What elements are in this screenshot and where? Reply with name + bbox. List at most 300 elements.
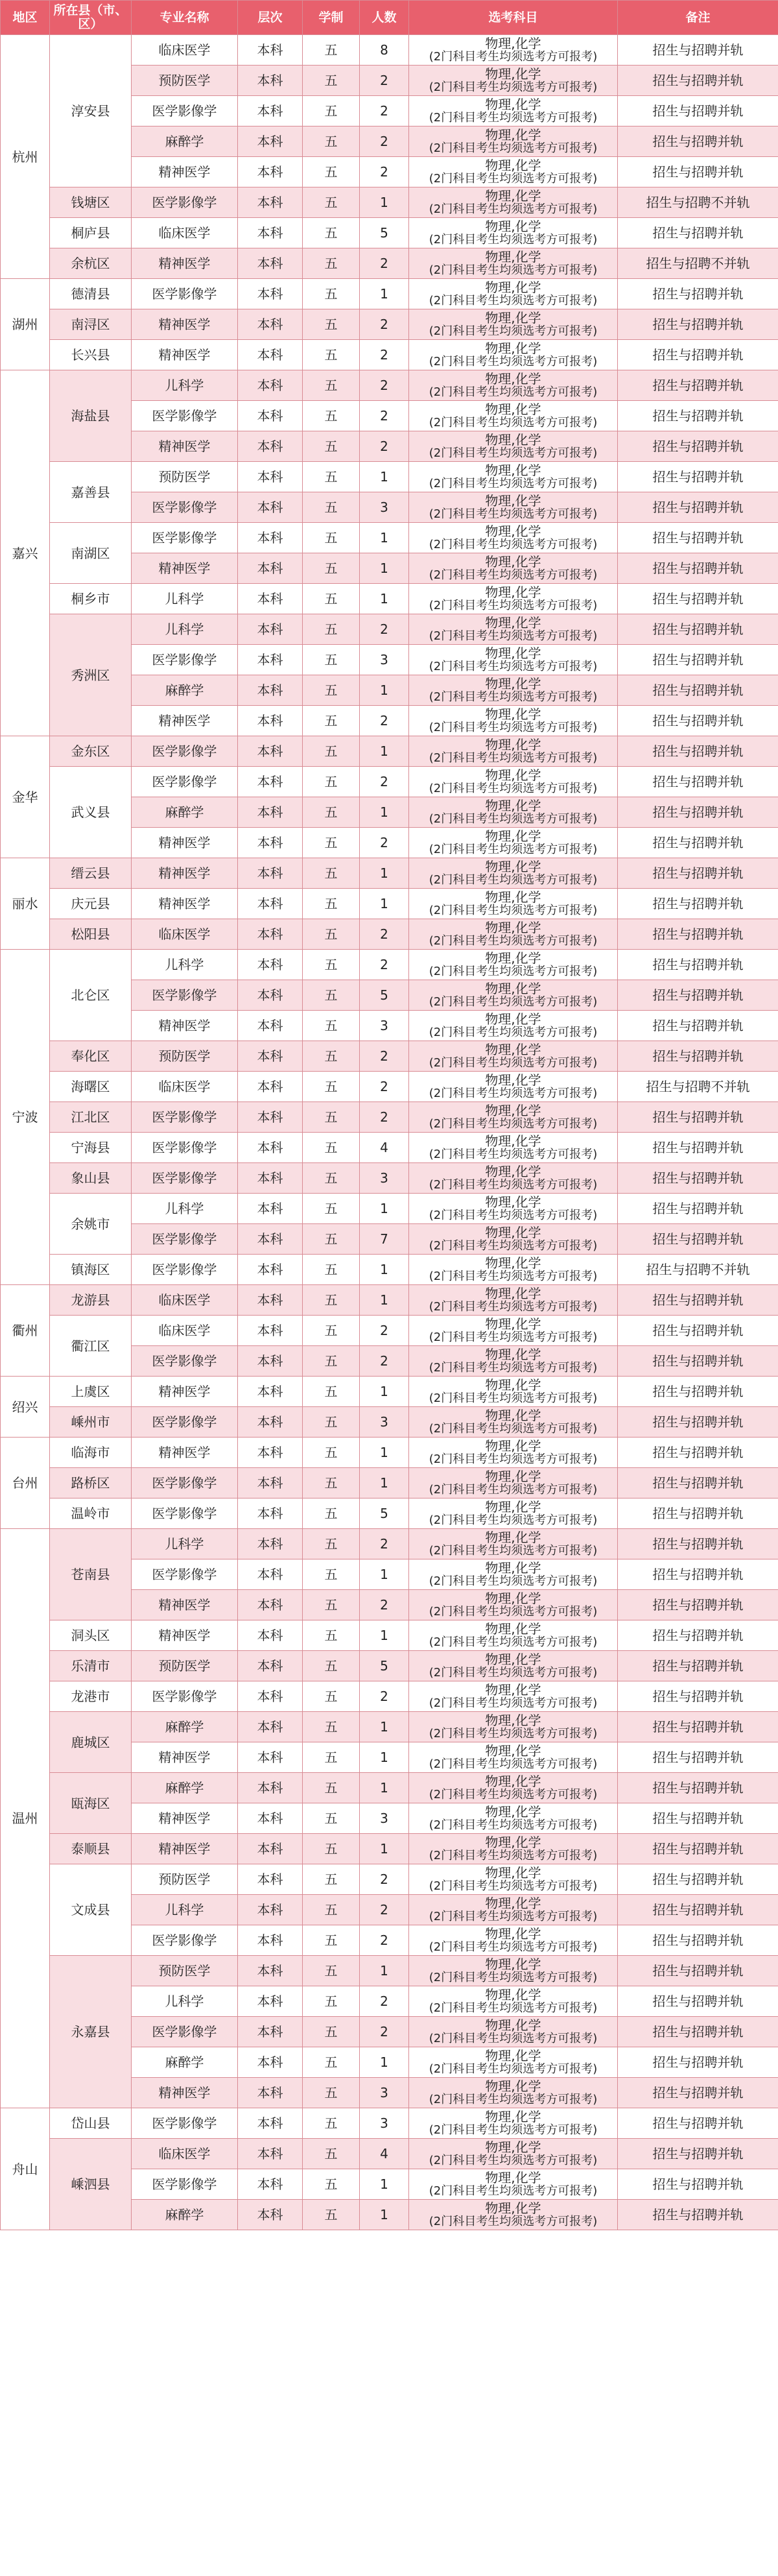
subjects-line-main: 物理,化学 <box>485 1286 541 1302</box>
level-cell: 本科 <box>238 767 303 797</box>
major-cell: 医学影像学 <box>132 1163 238 1194</box>
level-cell: 本科 <box>238 2139 303 2169</box>
count-cell: 1 <box>360 1468 409 1499</box>
remark-cell: 招生与招聘并轨 <box>618 431 778 462</box>
major-cell: 临床医学 <box>132 1072 238 1102</box>
county-cell: 秀洲区 <box>50 614 132 736</box>
duration-cell: 五 <box>303 1956 360 1986</box>
county-cell: 金东区 <box>50 736 132 767</box>
level-cell: 本科 <box>238 187 303 218</box>
subjects-line-note: (2门科目考生均须选考方可报考) <box>429 873 598 887</box>
remark-cell: 招生与招聘并轨 <box>618 1499 778 1529</box>
remark-cell: 招生与招聘并轨 <box>618 1773 778 1803</box>
remark-cell: 招生与招聘并轨 <box>618 492 778 523</box>
county-cell: 余姚市 <box>50 1194 132 1255</box>
subjects-line-note: (2门科目考生均须选考方可报考) <box>429 1270 598 1284</box>
subjects-line-main: 物理,化学 <box>485 1103 541 1119</box>
duration-cell: 五 <box>303 1803 360 1834</box>
subjects-line-main: 物理,化学 <box>485 1987 541 2003</box>
table-row <box>1 309 778 340</box>
table-row <box>1 1834 778 1864</box>
count-cell: 2 <box>360 1346 409 1377</box>
subjects-line-main: 物理,化学 <box>485 1682 541 1698</box>
remark-cell: 招生与招聘并轨 <box>618 1925 778 1956</box>
subjects-line-main: 物理,化学 <box>485 1652 541 1668</box>
subjects-cell <box>409 1194 618 1224</box>
major-cell: 预防医学 <box>132 1864 238 1895</box>
subjects-line-note: (2门科目考生均须选考方可报考) <box>429 1757 598 1772</box>
remark-cell: 招生与招聘并轨 <box>618 2047 778 2078</box>
table-row <box>1 1194 778 1224</box>
subjects-cell <box>409 675 618 706</box>
duration-cell: 五 <box>303 279 360 309</box>
level-cell: 本科 <box>238 1041 303 1072</box>
subjects-line-note: (2门科目考生均须选考方可报考) <box>429 50 598 64</box>
duration-cell: 五 <box>303 1742 360 1773</box>
subjects-line-note: (2门科目考生均须选考方可报考) <box>429 2154 598 2168</box>
county-cell: 镇海区 <box>50 1255 132 1285</box>
level-cell: 本科 <box>238 2047 303 2078</box>
count-cell: 2 <box>360 828 409 858</box>
remark-cell: 招生与招聘并轨 <box>618 2139 778 2169</box>
count-cell: 2 <box>360 1041 409 1072</box>
major-cell: 医学影像学 <box>132 1559 238 1590</box>
subjects-line-note: (2门科目考生均须选考方可报考) <box>429 172 598 186</box>
subjects-line-main: 物理,化学 <box>485 249 541 265</box>
duration-cell: 五 <box>303 1377 360 1407</box>
remark-cell: 招生与招聘并轨 <box>618 858 778 889</box>
table-row <box>1 767 778 797</box>
level-cell: 本科 <box>238 1925 303 1956</box>
region-cell: 台州 <box>1 1438 50 1529</box>
subjects-line-note: (2门科目考生均须选考方可报考) <box>429 233 598 247</box>
major-cell: 麻醉学 <box>132 2200 238 2230</box>
major-cell: 精神医学 <box>132 340 238 370</box>
level-cell: 本科 <box>238 1346 303 1377</box>
level-cell: 本科 <box>238 1133 303 1163</box>
duration-cell: 五 <box>303 797 360 828</box>
duration-cell: 五 <box>303 1346 360 1377</box>
remark-cell: 招生与招聘并轨 <box>618 66 778 96</box>
remark-cell: 招生与招聘并轨 <box>618 1346 778 1377</box>
major-cell: 精神医学 <box>132 1742 238 1773</box>
subjects-cell <box>409 248 618 279</box>
subjects-line-note: (2门科目考生均须选考方可报考) <box>429 1330 598 1345</box>
count-cell: 2 <box>360 1864 409 1895</box>
subjects-line-note: (2门科目考生均须选考方可报考) <box>429 294 598 308</box>
subjects-cell <box>409 1559 618 1590</box>
count-cell: 7 <box>360 1224 409 1255</box>
subjects-line-main: 物理,化学 <box>485 341 541 357</box>
count-cell: 2 <box>360 1681 409 1712</box>
subjects-cell <box>409 1956 618 1986</box>
major-cell: 医学影像学 <box>132 492 238 523</box>
header-duration: 学制 <box>303 1 360 35</box>
county-cell: 余杭区 <box>50 248 132 279</box>
remark-cell: 招生与招聘并轨 <box>618 1834 778 1864</box>
subjects-line-note: (2门科目考生均须选考方可报考) <box>429 1818 598 1833</box>
subjects-cell <box>409 218 618 248</box>
major-cell: 医学影像学 <box>132 1102 238 1133</box>
remark-cell: 招生与招聘并轨 <box>618 1742 778 1773</box>
subjects-line-note: (2门科目考生均须选考方可报考) <box>429 2001 598 2016</box>
remark-cell: 招生与招聘并轨 <box>618 1803 778 1834</box>
major-cell: 麻醉学 <box>132 797 238 828</box>
duration-cell: 五 <box>303 980 360 1011</box>
count-cell: 2 <box>360 1925 409 1956</box>
duration-cell: 五 <box>303 187 360 218</box>
count-cell: 1 <box>360 1377 409 1407</box>
duration-cell: 五 <box>303 2200 360 2230</box>
level-cell: 本科 <box>238 1559 303 1590</box>
duration-cell: 五 <box>303 523 360 553</box>
remark-cell: 招生与招聘并轨 <box>618 1681 778 1712</box>
subjects-line-note: (2门科目考生均须选考方可报考) <box>429 1544 598 1558</box>
duration-cell: 五 <box>303 950 360 980</box>
subjects-line-note: (2门科目考生均须选考方可报考) <box>429 1788 598 1802</box>
duration-cell: 五 <box>303 584 360 614</box>
subjects-line-main: 物理,化学 <box>485 645 541 662</box>
count-cell: 2 <box>360 401 409 431</box>
subjects-line-main: 物理,化学 <box>485 1072 541 1089</box>
subjects-cell <box>409 2017 618 2047</box>
subjects-line-main: 物理,化学 <box>485 767 541 784</box>
count-cell: 1 <box>360 1712 409 1742</box>
subjects-line-main: 物理,化学 <box>485 889 541 906</box>
remark-cell: 招生与招聘并轨 <box>618 553 778 584</box>
level-cell: 本科 <box>238 1895 303 1925</box>
subjects-line-main: 物理,化学 <box>485 1560 541 1576</box>
remark-cell: 招生与招聘并轨 <box>618 919 778 950</box>
major-cell: 精神医学 <box>132 1803 238 1834</box>
count-cell: 1 <box>360 797 409 828</box>
subjects-cell <box>409 553 618 584</box>
remark-cell: 招生与招聘并轨 <box>618 2078 778 2108</box>
subjects-line-note: (2门科目考生均须选考方可报考) <box>429 1696 598 1711</box>
subjects-cell <box>409 1041 618 1072</box>
level-cell: 本科 <box>238 736 303 767</box>
subjects-line-main: 物理,化学 <box>485 493 541 509</box>
subjects-line-note: (2门科目考生均须选考方可报考) <box>429 324 598 339</box>
count-cell: 3 <box>360 1803 409 1834</box>
county-cell: 武义县 <box>50 767 132 858</box>
count-cell: 5 <box>360 218 409 248</box>
subjects-line-main: 物理,化学 <box>485 463 541 479</box>
count-cell: 5 <box>360 980 409 1011</box>
remark-cell: 招生与招聘并轨 <box>618 35 778 66</box>
duration-cell: 五 <box>303 1712 360 1742</box>
remark-cell: 招生与招聘并轨 <box>618 2108 778 2139</box>
subjects-cell <box>409 1011 618 1041</box>
major-cell: 麻醉学 <box>132 2047 238 2078</box>
level-cell: 本科 <box>238 66 303 96</box>
header-level: 层次 <box>238 1 303 35</box>
subjects-cell <box>409 2108 618 2139</box>
subjects-line-note: (2门科目考生均须选考方可报考) <box>429 1056 598 1070</box>
count-cell: 2 <box>360 1590 409 1620</box>
major-cell: 预防医学 <box>132 66 238 96</box>
subjects-line-main: 物理,化学 <box>485 432 541 448</box>
major-cell: 医学影像学 <box>132 1224 238 1255</box>
subjects-line-note: (2门科目考生均须选考方可报考) <box>429 1391 598 1406</box>
subjects-line-main: 物理,化学 <box>485 981 541 997</box>
level-cell: 本科 <box>238 96 303 126</box>
major-cell: 儿科学 <box>132 584 238 614</box>
subjects-line-main: 物理,化学 <box>485 2139 541 2156</box>
count-cell: 1 <box>360 1559 409 1590</box>
subjects-line-note: (2门科目考生均须选考方可报考) <box>429 2123 598 2137</box>
duration-cell: 五 <box>303 1834 360 1864</box>
major-cell: 医学影像学 <box>132 279 238 309</box>
subjects-cell <box>409 1468 618 1499</box>
table-row <box>1 858 778 889</box>
remark-cell: 招生与招聘并轨 <box>618 1224 778 1255</box>
remark-cell: 招生与招聘并轨 <box>618 828 778 858</box>
remark-cell: 招生与招聘并轨 <box>618 370 778 401</box>
table-row <box>1 2139 778 2169</box>
duration-cell: 五 <box>303 553 360 584</box>
county-cell: 南浔区 <box>50 309 132 340</box>
county-cell: 海曙区 <box>50 1072 132 1102</box>
region-cell: 宁波 <box>1 950 50 1285</box>
major-cell: 医学影像学 <box>132 2017 238 2047</box>
duration-cell: 五 <box>303 2078 360 2108</box>
duration-cell: 五 <box>303 1163 360 1194</box>
remark-cell: 招生与招聘并轨 <box>618 889 778 919</box>
table-row <box>1 736 778 767</box>
subjects-cell <box>409 1316 618 1346</box>
table-row <box>1 340 778 370</box>
major-cell: 临床医学 <box>132 1316 238 1346</box>
level-cell: 本科 <box>238 2169 303 2200</box>
county-cell: 苍南县 <box>50 1529 132 1620</box>
level-cell: 本科 <box>238 401 303 431</box>
region-cell: 绍兴 <box>1 1377 50 1438</box>
header-count: 人数 <box>360 1 409 35</box>
county-cell: 嵊州市 <box>50 1407 132 1438</box>
count-cell: 1 <box>360 1194 409 1224</box>
subjects-line-note: (2门科目考生均须选考方可报考) <box>429 80 598 95</box>
subjects-line-main: 物理,化学 <box>485 859 541 875</box>
subjects-line-note: (2门科目考生均须选考方可报考) <box>429 263 598 278</box>
duration-cell: 五 <box>303 2139 360 2169</box>
level-cell: 本科 <box>238 1499 303 1529</box>
subjects-line-note: (2门科目考生均须选考方可报考) <box>429 1666 598 1680</box>
county-cell: 临海市 <box>50 1438 132 1468</box>
table-row <box>1 919 778 950</box>
header-subjects: 选考科目 <box>409 1 618 35</box>
subjects-cell <box>409 462 618 492</box>
major-cell: 精神医学 <box>132 1620 238 1651</box>
duration-cell: 五 <box>303 828 360 858</box>
subjects-line-main: 物理,化学 <box>485 615 541 631</box>
remark-cell: 招生与招聘并轨 <box>618 1864 778 1895</box>
count-cell: 5 <box>360 1651 409 1681</box>
major-cell: 医学影像学 <box>132 401 238 431</box>
major-cell: 医学影像学 <box>132 1407 238 1438</box>
table-row <box>1 1773 778 1803</box>
level-cell: 本科 <box>238 2200 303 2230</box>
remark-cell: 招生与招聘并轨 <box>618 1407 778 1438</box>
duration-cell: 五 <box>303 66 360 96</box>
level-cell: 本科 <box>238 1407 303 1438</box>
subjects-cell <box>409 2139 618 2169</box>
subjects-cell <box>409 645 618 675</box>
subjects-line-main: 物理,化学 <box>485 920 541 936</box>
subjects-line-main: 物理,化学 <box>485 1377 541 1393</box>
remark-cell: 招生与招聘并轨 <box>618 1956 778 1986</box>
subjects-line-note: (2门科目考生均须选考方可报考) <box>429 690 598 704</box>
region-cell: 金华 <box>1 736 50 858</box>
region-cell: 杭州 <box>1 35 50 279</box>
county-cell: 庆元县 <box>50 889 132 919</box>
major-cell: 医学影像学 <box>132 187 238 218</box>
subjects-cell <box>409 1986 618 2017</box>
subjects-line-main: 物理,化学 <box>485 828 541 845</box>
major-cell: 医学影像学 <box>132 1346 238 1377</box>
duration-cell: 五 <box>303 889 360 919</box>
remark-cell: 招生与招聘不并轨 <box>618 187 778 218</box>
duration-cell: 五 <box>303 401 360 431</box>
duration-cell: 五 <box>303 614 360 645</box>
count-cell: 1 <box>360 462 409 492</box>
level-cell: 本科 <box>238 797 303 828</box>
major-cell: 精神医学 <box>132 1834 238 1864</box>
major-cell: 精神医学 <box>132 858 238 889</box>
subjects-line-note: (2门科目考生均须选考方可报考) <box>429 1361 598 1375</box>
major-cell: 医学影像学 <box>132 1468 238 1499</box>
count-cell: 1 <box>360 1742 409 1773</box>
subjects-line-main: 物理,化学 <box>485 1591 541 1607</box>
table-row <box>1 889 778 919</box>
header-remark: 备注 <box>618 1 778 35</box>
level-cell: 本科 <box>238 1255 303 1285</box>
subjects-cell <box>409 736 618 767</box>
subjects-cell <box>409 1346 618 1377</box>
major-cell: 医学影像学 <box>132 767 238 797</box>
level-cell: 本科 <box>238 1224 303 1255</box>
major-cell: 儿科学 <box>132 1529 238 1559</box>
duration-cell: 五 <box>303 1438 360 1468</box>
duration-cell: 五 <box>303 1133 360 1163</box>
duration-cell: 五 <box>303 1224 360 1255</box>
table-row <box>1 1285 778 1316</box>
county-cell: 瓯海区 <box>50 1773 132 1834</box>
subjects-cell <box>409 401 618 431</box>
duration-cell: 五 <box>303 645 360 675</box>
duration-cell: 五 <box>303 126 360 157</box>
major-cell: 医学影像学 <box>132 980 238 1011</box>
level-cell: 本科 <box>238 645 303 675</box>
remark-cell: 招生与招聘并轨 <box>618 980 778 1011</box>
subjects-cell <box>409 187 618 218</box>
subjects-line-note: (2门科目考生均须选考方可报考) <box>429 965 598 979</box>
county-cell: 乐清市 <box>50 1651 132 1681</box>
major-cell: 精神医学 <box>132 553 238 584</box>
level-cell: 本科 <box>238 35 303 66</box>
duration-cell: 五 <box>303 1864 360 1895</box>
subjects-line-note: (2门科目考生均须选考方可报考) <box>429 1849 598 1863</box>
level-cell: 本科 <box>238 370 303 401</box>
county-cell: 岱山县 <box>50 2108 132 2139</box>
table-row <box>1 2108 778 2139</box>
table-row <box>1 187 778 218</box>
subjects-line-note: (2门科目考生均须选考方可报考) <box>429 477 598 491</box>
duration-cell: 五 <box>303 1590 360 1620</box>
subjects-cell <box>409 35 618 66</box>
remark-cell: 招生与招聘并轨 <box>618 1590 778 1620</box>
count-cell: 1 <box>360 2200 409 2230</box>
level-cell: 本科 <box>238 675 303 706</box>
count-cell: 2 <box>360 1895 409 1925</box>
subjects-cell <box>409 828 618 858</box>
subjects-line-main: 物理,化学 <box>485 36 541 52</box>
subjects-line-main: 物理,化学 <box>485 1896 541 1912</box>
subjects-cell <box>409 2047 618 2078</box>
major-cell: 精神医学 <box>132 1590 238 1620</box>
major-cell: 临床医学 <box>132 218 238 248</box>
duration-cell: 五 <box>303 1102 360 1133</box>
major-cell: 预防医学 <box>132 1956 238 1986</box>
table-row <box>1 1529 778 1559</box>
duration-cell: 五 <box>303 736 360 767</box>
duration-cell: 五 <box>303 1468 360 1499</box>
subjects-line-main: 物理,化学 <box>485 554 541 570</box>
major-cell: 医学影像学 <box>132 2169 238 2200</box>
count-cell: 2 <box>360 1986 409 2017</box>
county-cell: 上虞区 <box>50 1377 132 1407</box>
subjects-line-note: (2门科目考生均须选考方可报考) <box>429 1239 598 1253</box>
count-cell: 2 <box>360 96 409 126</box>
level-cell: 本科 <box>238 1529 303 1559</box>
duration-cell: 五 <box>303 218 360 248</box>
county-cell: 淳安县 <box>50 35 132 187</box>
subjects-line-note: (2门科目考生均须选考方可报考) <box>429 2093 598 2107</box>
count-cell: 1 <box>360 736 409 767</box>
level-cell: 本科 <box>238 1011 303 1041</box>
duration-cell: 五 <box>303 340 360 370</box>
duration-cell: 五 <box>303 309 360 340</box>
duration-cell: 五 <box>303 157 360 187</box>
subjects-cell <box>409 889 618 919</box>
subjects-line-main: 物理,化学 <box>485 2048 541 2064</box>
level-cell: 本科 <box>238 614 303 645</box>
major-cell: 儿科学 <box>132 1895 238 1925</box>
count-cell: 3 <box>360 645 409 675</box>
subjects-cell <box>409 157 618 187</box>
subjects-cell <box>409 370 618 401</box>
duration-cell: 五 <box>303 1925 360 1956</box>
subjects-line-main: 物理,化学 <box>485 950 541 967</box>
subjects-line-note: (2门科目考生均须选考方可报考) <box>429 1971 598 1985</box>
region-cell: 丽水 <box>1 858 50 950</box>
subjects-cell <box>409 1072 618 1102</box>
level-cell: 本科 <box>238 1651 303 1681</box>
subjects-line-note: (2门科目考生均须选考方可报考) <box>429 1513 598 1528</box>
table-row <box>1 248 778 279</box>
level-cell: 本科 <box>238 309 303 340</box>
level-cell: 本科 <box>238 1285 303 1316</box>
header-region: 地区 <box>1 1 50 35</box>
subjects-line-note: (2门科目考生均须选考方可报考) <box>429 141 598 156</box>
subjects-line-main: 物理,化学 <box>485 280 541 296</box>
subjects-line-main: 物理,化学 <box>485 1316 541 1332</box>
subjects-cell <box>409 950 618 980</box>
subjects-cell <box>409 1864 618 1895</box>
subjects-cell <box>409 1681 618 1712</box>
duration-cell: 五 <box>303 1041 360 1072</box>
subjects-line-note: (2门科目考生均须选考方可报考) <box>429 2215 598 2229</box>
